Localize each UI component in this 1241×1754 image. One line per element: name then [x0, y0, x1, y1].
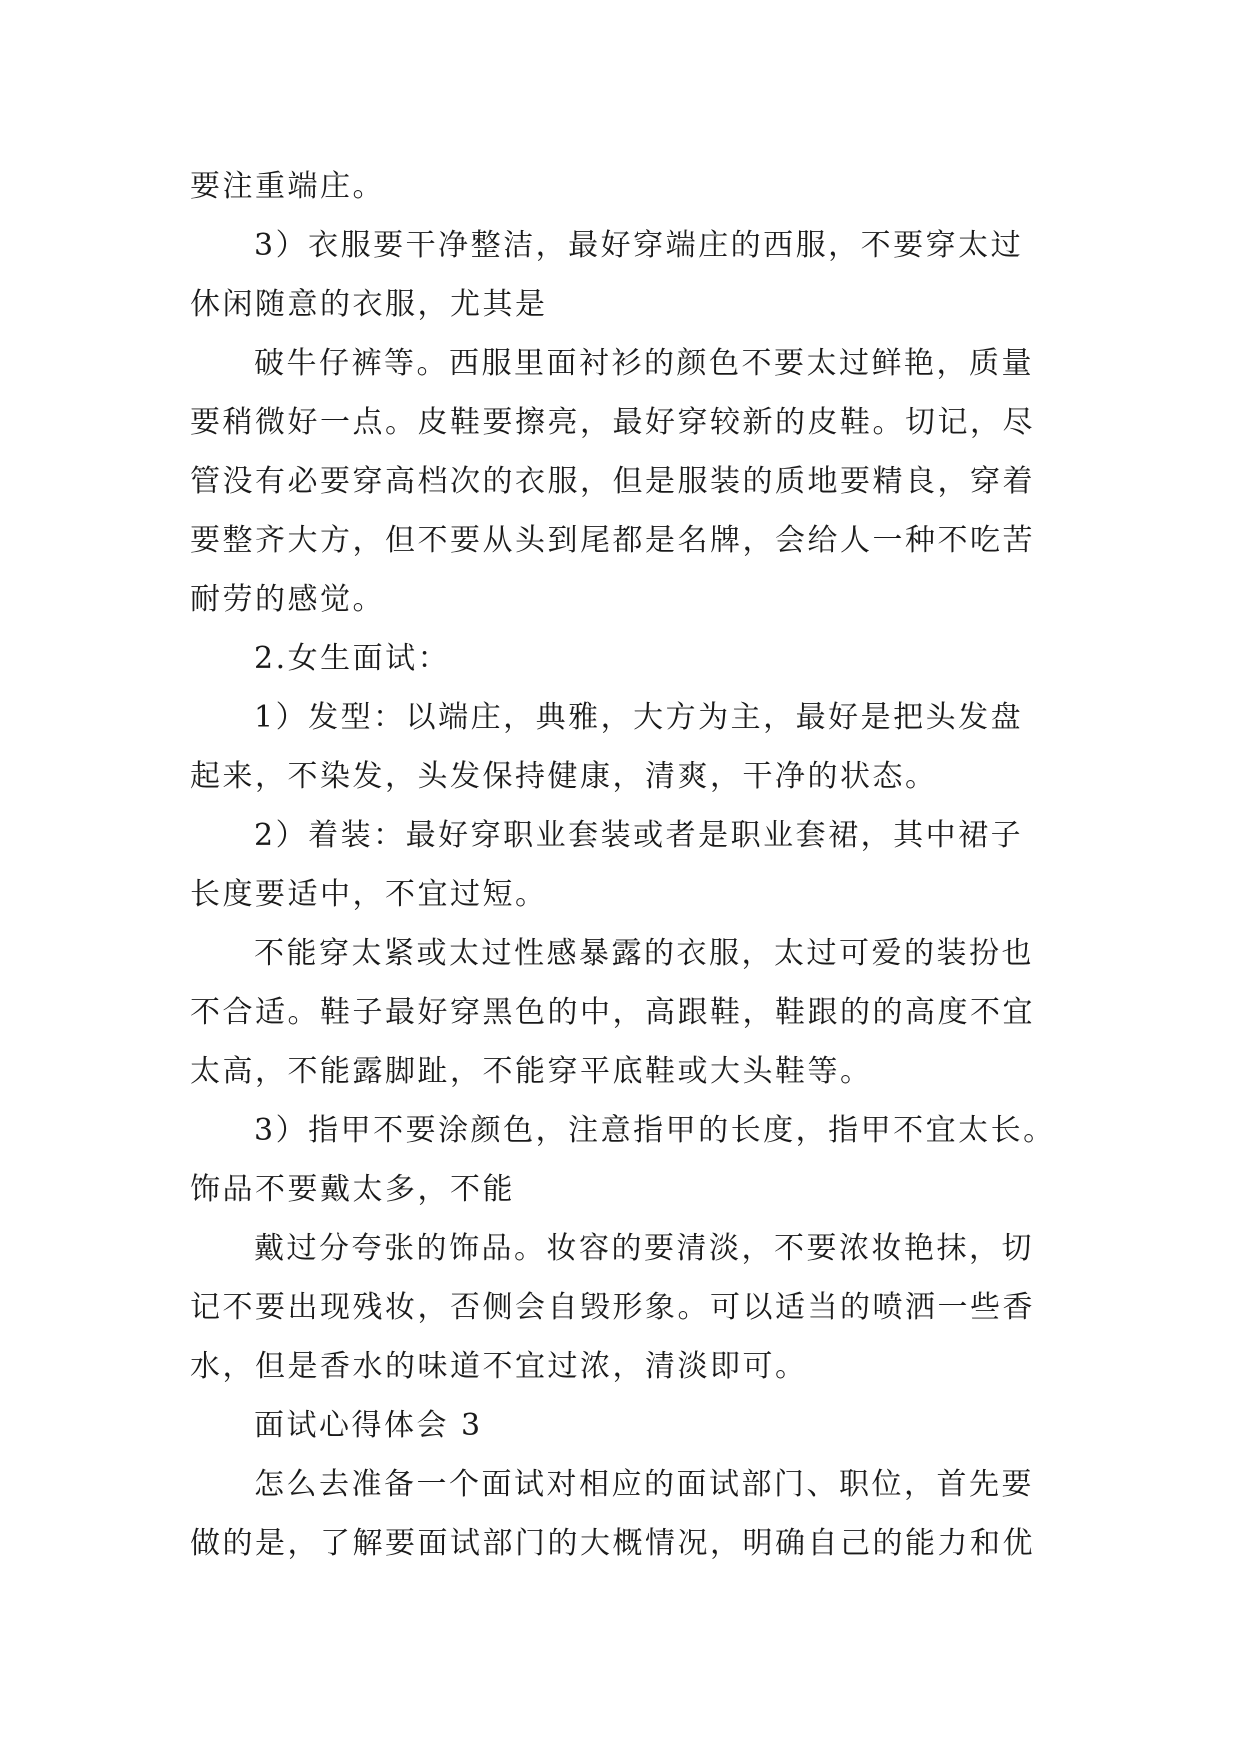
text-line: 起来，不染发，头发保持健康，清爽，干净的状态。 — [190, 759, 938, 794]
document-body — [190, 157, 1056, 1573]
text-line: 饰品不要戴太多，不能 — [190, 1172, 515, 1207]
text-line: 太高，不能露脚趾，不能穿平底鞋或大头鞋等。 — [190, 1054, 873, 1089]
section-heading: 面试心得体会 3 — [254, 1408, 483, 1443]
text-line: 3）衣服要干净整洁，最好穿端庄的西服，不要穿太过 — [254, 228, 1024, 263]
text-line: 不能穿太紧或太过性感暴露的衣服，太过可爱的装扮也 — [254, 936, 1034, 971]
text-line: 记不要出现残妆，否侧会自毁形象。可以适当的喷洒一些香 — [190, 1290, 1035, 1325]
text-line: 1）发型：以端庄，典雅，大方为主，最好是把头发盘 — [254, 700, 1024, 735]
text-line: 要稍微好一点。皮鞋要擦亮，最好穿较新的皮鞋。切记，尽 — [190, 405, 1035, 440]
text-line: 破牛仔裤等。西服里面衬衫的颜色不要太过鲜艳，质量 — [254, 346, 1034, 381]
text-line: 要注重端庄。 — [190, 169, 385, 204]
text-line: 耐劳的感觉。 — [190, 582, 385, 617]
text-line: 要整齐大方，但不要从头到尾都是名牌，会给人一种不吃苦 — [190, 523, 1035, 558]
section-heading: 2.女生面试： — [254, 641, 451, 676]
text-line: 怎么去准备一个面试对相应的面试部门、职位，首先要 — [254, 1467, 1034, 1502]
text-line: 休闲随意的衣服，尤其是 — [190, 287, 548, 322]
text-line: 戴过分夸张的饰品。妆容的要清淡，不要浓妆艳抹，切 — [254, 1231, 1034, 1266]
text-line: 做的是，了解要面试部门的大概情况，明确自己的能力和优 — [190, 1526, 1035, 1561]
text-line: 2）着装：最好穿职业套装或者是职业套裙，其中裙子 — [254, 818, 1024, 853]
text-line: 管没有必要穿高档次的衣服，但是服装的质地要精良，穿着 — [190, 464, 1035, 499]
text-line: 不合适。鞋子最好穿黑色的中，高跟鞋，鞋跟的的高度不宜 — [190, 995, 1035, 1030]
text-line: 3）指甲不要涂颜色，注意指甲的长度，指甲不宜太长。 — [254, 1113, 1056, 1148]
text-line: 水，但是香水的味道不宜过浓，清淡即可。 — [190, 1349, 808, 1384]
text-line: 长度要适中，不宜过短。 — [190, 877, 548, 912]
